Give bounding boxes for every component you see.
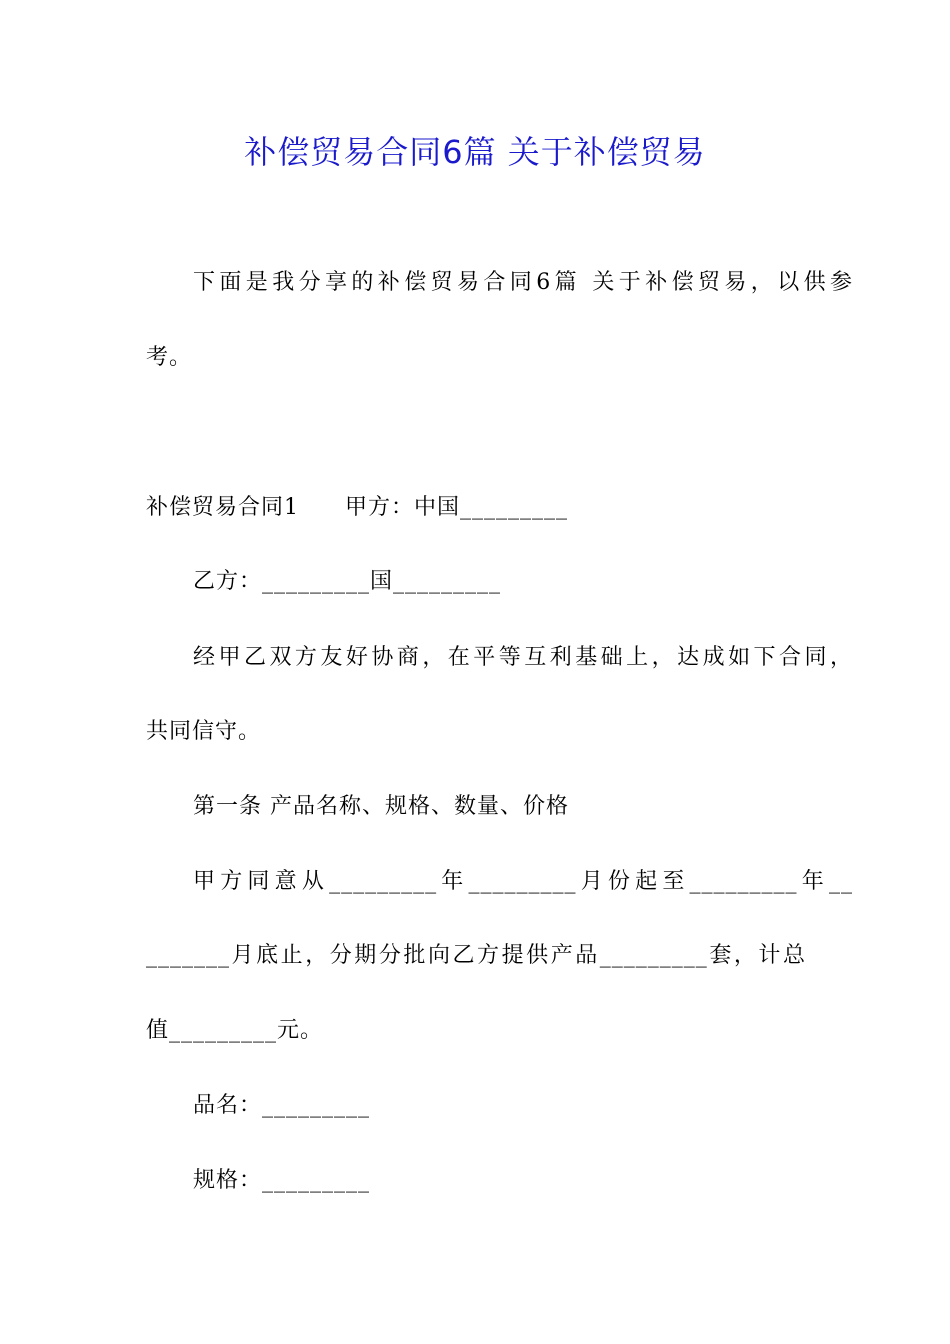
article-one-heading: 第一条 产品名称、规格、数量、价格	[193, 794, 569, 819]
intro-line-1: 下面是我分享的补偿贸易合同6篇 关于补偿贸易，以供参	[193, 270, 853, 295]
intro-line-2: 考。	[146, 345, 193, 370]
agreement-line-1: 经甲乙双方友好协商，在平等互利基础上，达成如下合同，	[193, 645, 853, 670]
article-one-line-3: 值_________元。	[146, 1018, 324, 1043]
article-one-line-1: 甲方同意从_________年_________月份起至_________年__	[193, 869, 853, 894]
specification-field: 规格：_________	[193, 1168, 371, 1193]
product-name-field: 品名：_________	[193, 1093, 371, 1118]
agreement-line-2: 共同信守。	[146, 719, 262, 744]
document-title: 补偿贸易合同6篇 关于补偿贸易	[244, 133, 706, 171]
party-b-line: 乙方：_________国_________	[193, 569, 502, 594]
contract-heading-party-a: 补偿贸易合同1 甲方：中国_________	[146, 495, 568, 520]
article-one-line-2: _______月底止，分期分批向乙方提供产品_________套，计总	[146, 943, 806, 968]
